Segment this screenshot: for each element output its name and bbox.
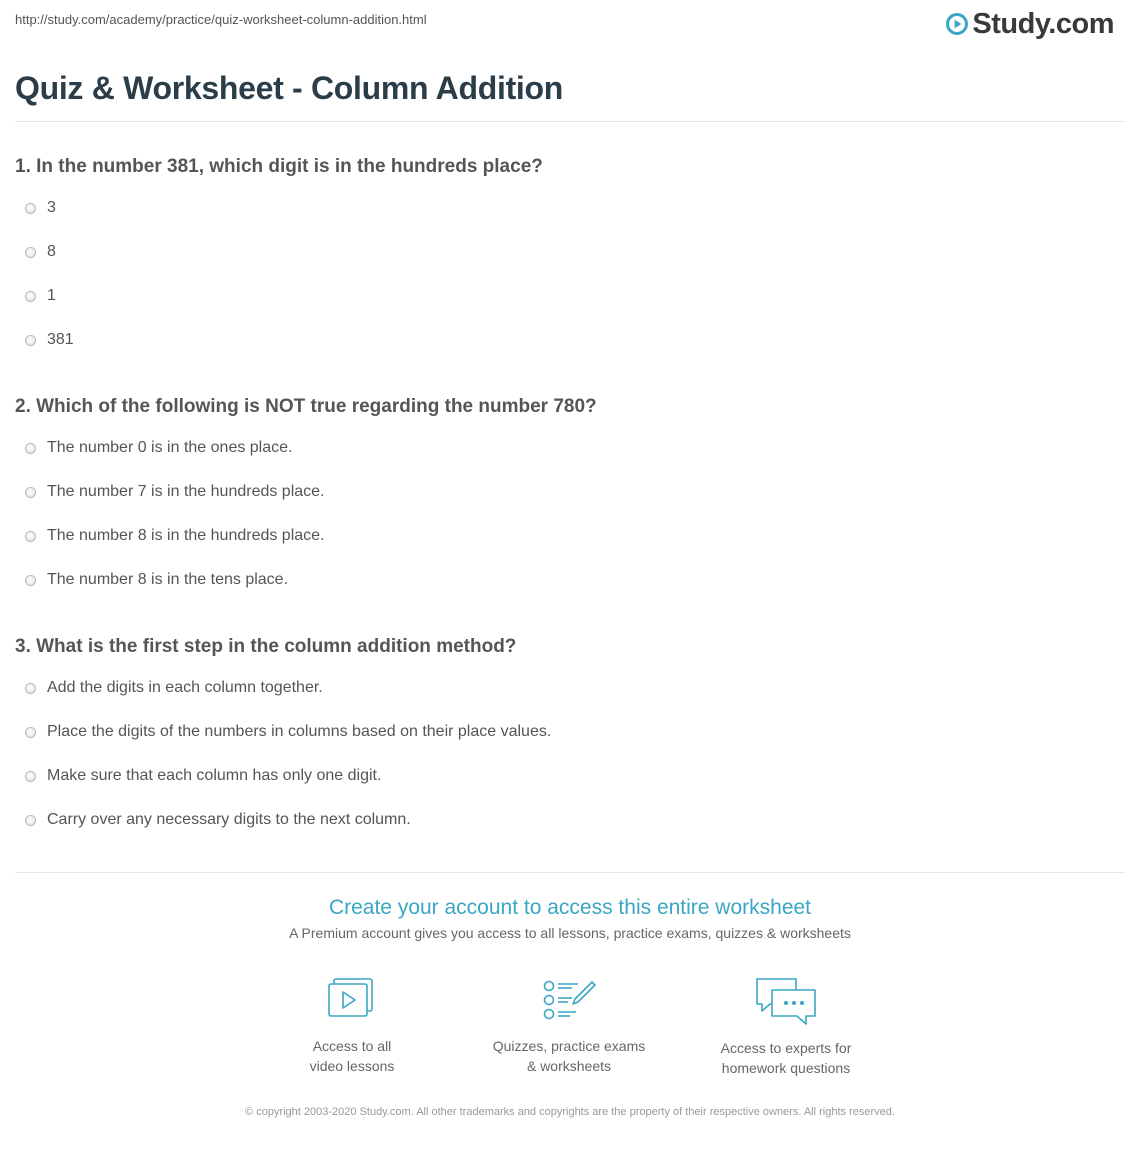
option-label: 3 (47, 199, 56, 216)
radio-button[interactable] (25, 203, 36, 214)
answer-option[interactable] (15, 766, 1115, 810)
option-label: The number 8 is in the hundreds place. (47, 527, 325, 544)
create-account-link[interactable]: Create your account to access this entire worksheet (328, 896, 812, 919)
answer-option[interactable] (15, 722, 1115, 766)
answer-option[interactable] (15, 810, 1115, 854)
radio-button[interactable] (25, 531, 36, 542)
page-url[interactable]: http://study.com/academy/practice/quiz-worksheet-column-addition.html (15, 12, 427, 27)
promo-subtitle: A Premium account gives you access to all lessons, practice exams, quizzes & worksheets (289, 925, 851, 941)
section-divider (15, 872, 1125, 873)
question-text: 1. In the number 381, which digit is in the hundreds place? (15, 156, 543, 177)
radio-button[interactable] (25, 575, 36, 586)
radio-button[interactable] (25, 443, 36, 454)
option-label: Make sure that each column has only one digit. (47, 767, 382, 784)
option-label: 381 (47, 331, 74, 348)
answer-option[interactable] (15, 330, 1115, 374)
radio-button[interactable] (25, 487, 36, 498)
study-logo[interactable] (946, 6, 1114, 42)
radio-button[interactable] (25, 727, 36, 738)
feature-label: Access to all video lessons (309, 1038, 395, 1074)
question-text: 3. What is the first step in the column addition method? (15, 636, 517, 657)
radio-button[interactable] (25, 291, 36, 302)
answer-option[interactable] (15, 570, 1115, 614)
title-divider (15, 121, 1125, 122)
chat-bubbles-icon (754, 976, 818, 1026)
radio-button[interactable] (25, 771, 36, 782)
answer-option[interactable] (15, 482, 1115, 526)
question-text: 2. Which of the following is NOT true regarding the number 780? (15, 396, 597, 417)
feature-quizzes (469, 976, 669, 1076)
copyright-notice: © copyright 2003-2020 Study.com. All other trademarks and copyrights are the property of their respective owners. All rights reserved. (245, 1106, 895, 1118)
answer-option[interactable] (15, 242, 1115, 286)
answer-option[interactable] (15, 678, 1115, 722)
question-2 (15, 395, 1115, 614)
radio-button[interactable] (25, 815, 36, 826)
feature-label: Quizzes, practice exams & worksheets (492, 1038, 646, 1074)
answer-options (15, 438, 1115, 614)
option-label: Place the digits of the numbers in columns based on their place values. (47, 723, 552, 740)
brand-name: Study.com (972, 7, 1114, 40)
page-title: Quiz & Worksheet - Column Addition (15, 70, 564, 106)
feature-label: Access to experts for homework questions (720, 1040, 852, 1076)
option-label: The number 0 is in the ones place. (47, 439, 293, 456)
radio-button[interactable] (25, 683, 36, 694)
signup-promo (0, 893, 1140, 942)
answer-options (15, 678, 1115, 854)
answer-options (15, 198, 1115, 374)
answer-option[interactable] (15, 526, 1115, 570)
feature-video-lessons (252, 976, 452, 1076)
page-header (0, 0, 1140, 46)
option-label: The number 8 is in the tens place. (47, 571, 289, 588)
feature-experts (686, 976, 886, 1078)
option-label: Carry over any necessary digits to the next column. (47, 811, 411, 828)
video-lesson-icon (324, 976, 380, 1024)
option-label: Add the digits in each column together. (47, 679, 323, 696)
option-label: 8 (47, 243, 56, 260)
logo-play-icon (946, 13, 968, 35)
quiz-checklist-icon (541, 976, 597, 1024)
answer-option[interactable] (15, 438, 1115, 482)
option-label: The number 7 is in the hundreds place. (47, 483, 325, 500)
question-3 (15, 635, 1115, 854)
radio-button[interactable] (25, 335, 36, 346)
answer-option[interactable] (15, 286, 1115, 330)
option-label: 1 (47, 287, 56, 304)
radio-button[interactable] (25, 247, 36, 258)
question-1 (15, 155, 1115, 374)
answer-option[interactable] (15, 198, 1115, 242)
